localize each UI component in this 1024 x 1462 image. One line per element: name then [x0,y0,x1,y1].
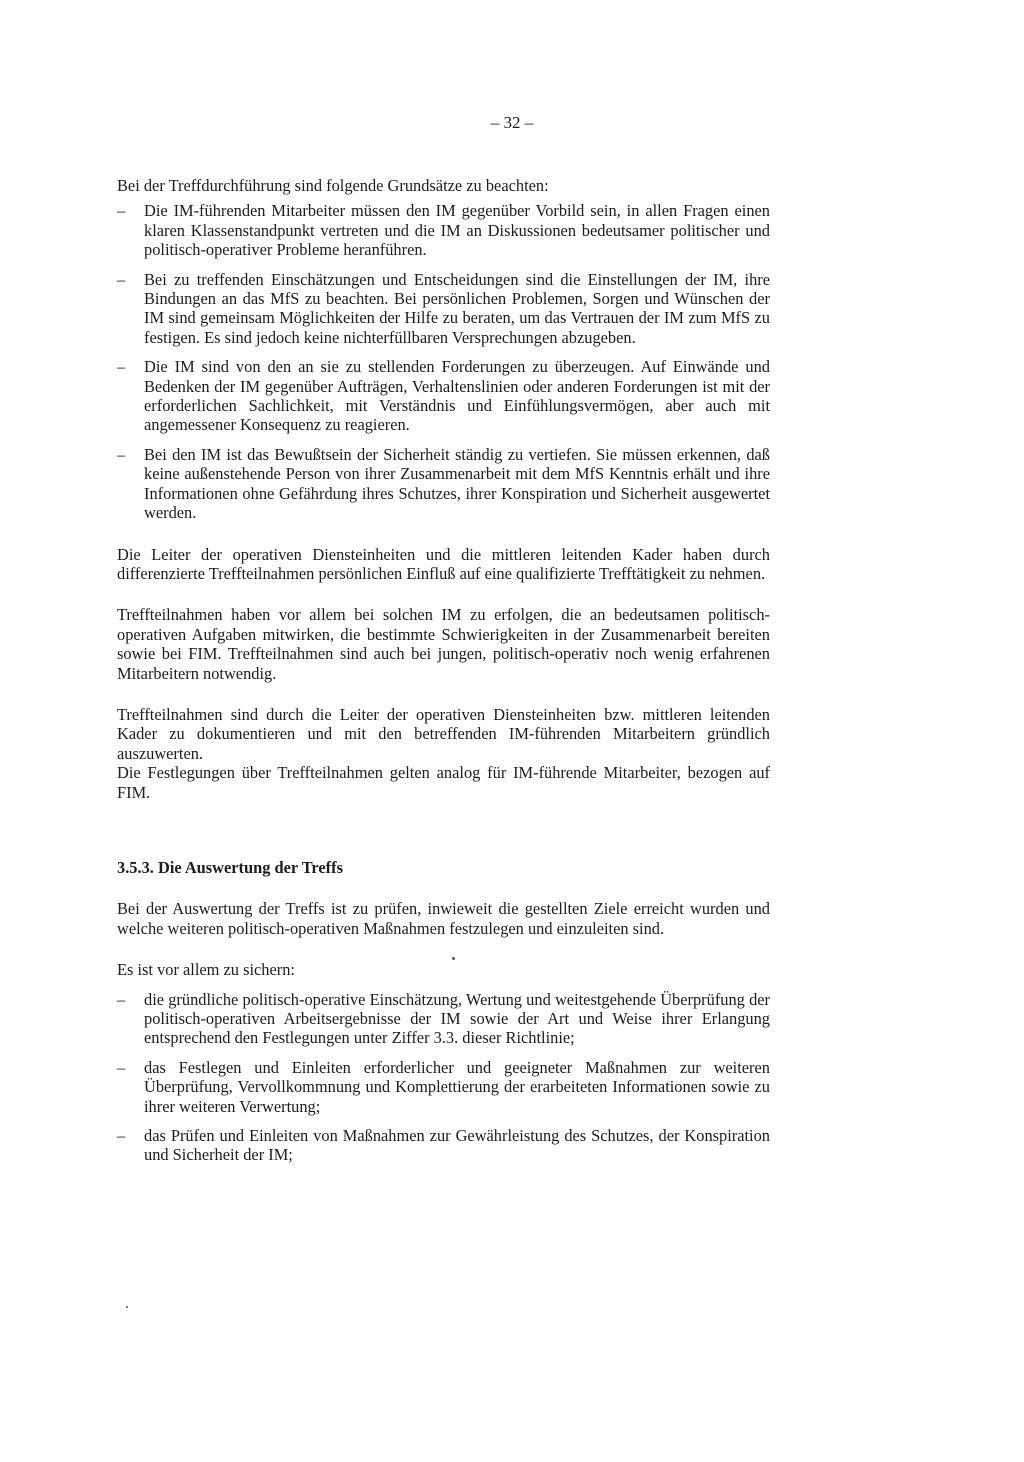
list-item-text: Bei zu treffenden Einschätzungen und Entscheidungen sind die Einstellungen der IM, ihre Bindungen an das MfS zu beachten. Bei persönlichen Problemen, Sorgen und Wünschen der IM sind gemeinsam Möglichkeiten der Hilfe zu beraten, um das Vertrauen der IM zum MfS zu festigen. Es sind jedoch keine nichterfüllbaren Versprechungen abzugeben. [144,269,770,347]
intro-paragraph: Bei der Treffdurchführung sind folgende Grundsätze zu beachten: [117,176,549,195]
bullet-dash: – [117,201,126,221]
list-item-text: das Festlegen und Einleiten erforderlicher und geeigneter Maßnahmen zur weiteren Überprüfung, Vervollkommnung und Komplettierung der erarbeiteten Informationen sowie zu ihrer weiteren Verwertung; [144,1057,770,1116]
list-item [117,270,770,348]
list-item [117,201,770,259]
principles-list [117,201,770,522]
list-item-text: Bei den IM ist das Bewußtsein der Sicherheit ständig zu vertiefen. Sie müssen erkennen, daß keine außenstehende Person von ihrer Zusammenarbeit mit dem MfS Kenntnis erhält und ihre Informationen ohne Gefährdung ihres Schutzes, ihrer Konspiration und Sicherheit ausgewertet werden. [144,444,770,523]
list-item [117,1058,770,1116]
page-body [117,176,770,1165]
bullet-dash: – [117,269,126,289]
paragraph-leiter: Die Leiter der operativen Diensteinheiten und die mittleren leitenden Kader haben durch differenzierte Treffteilnahmen persönlichen Einfluß auf eine qualifizierte Trefftätigkeit zu nehmen. [117,544,770,583]
list-item [117,357,770,435]
bullet-dash: – [117,989,126,1009]
list-item-text: Die IM-führenden Mitarbeiter müssen den IM gegenüber Vorbild sein, in allen Fragen einen klaren Klassenstandpunkt vertreten und die IM an Diskussionen bedeutsamer politischer und politisch-operativer Probleme heranführen. [144,201,770,260]
bullet-dash: – [117,357,126,377]
paragraph-dokumentieren: Treffteilnahmen sind durch die Leiter der operativen Diensteinheiten bzw. mittleren leitenden Kader zu dokumentieren und mit den betreffenden IM-führenden Mitarbeitern gründlich auszuwerten. [117,704,770,763]
list-item [117,990,770,1048]
bullet-dash: – [117,1057,126,1077]
page-number: – 32 – [490,113,534,132]
bullet-dash: – [117,1126,126,1146]
list-item [117,1126,770,1165]
scan-speck [126,1306,128,1308]
list-item-text: die gründliche politisch-operative Einschätzung, Wertung und weitestgehende Überprüfung der politisch-operativen Arbeitsergebnisse der IM sowie der Art und Weise ihrer Erlangung entsprechend den Festlegungen unter Ziffer 3.3. dieser Richtlinie; [144,989,770,1048]
sichern-list [117,990,770,1165]
list-item [117,445,770,523]
paragraph-auswertung: Bei der Auswertung der Treffs ist zu prüfen, inwieweit die gestellten Ziele erreicht wurden und welche weiteren politisch-operativen Maßnahmen festzulegen und einzuleiten sind. [117,899,770,938]
scan-speck [452,957,455,960]
bullet-dash: – [117,444,126,464]
section-heading: 3.5.3. Die Auswertung der Treffs [117,857,343,877]
list-item-text: das Prüfen und Einleiten von Maßnahmen zur Gewährleistung des Schutzes, der Konspiration und Sicherheit der IM; [144,1126,770,1165]
paragraph-festlegungen: Die Festlegungen über Treffteilnahmen gelten analog für IM-führende Mitarbeiter, bezogen auf FIM. [117,763,770,802]
list-item-text: Die IM sind von den an sie zu stellenden Forderungen zu überzeugen. Auf Einwände und Bedenken der IM gegenüber Aufträgen, Verhaltenslinien oder anderen Forderungen ist mit der erforderlichen Sachlichkeit, mit Verständnis und Einfühlungsvermögen, aber auch mit angemessener Konsequenz zu reagieren. [144,357,770,435]
paragraph-treffteilnahmen: Treffteilnahmen haben vor allem bei solchen IM zu erfolgen, die an bedeutsamen politisch-operativen Aufgaben mitwirken, die bestimmte Schwierigkeiten in der Zusammenarbeit bereiten sowie bei FIM. Treffteilnahmen sind auch bei jungen, politisch-operativ noch wenig erfahrenen Mitarbeitern notwendig. [117,605,770,683]
intro-sichern: Es ist vor allem zu sichern: [117,960,295,980]
